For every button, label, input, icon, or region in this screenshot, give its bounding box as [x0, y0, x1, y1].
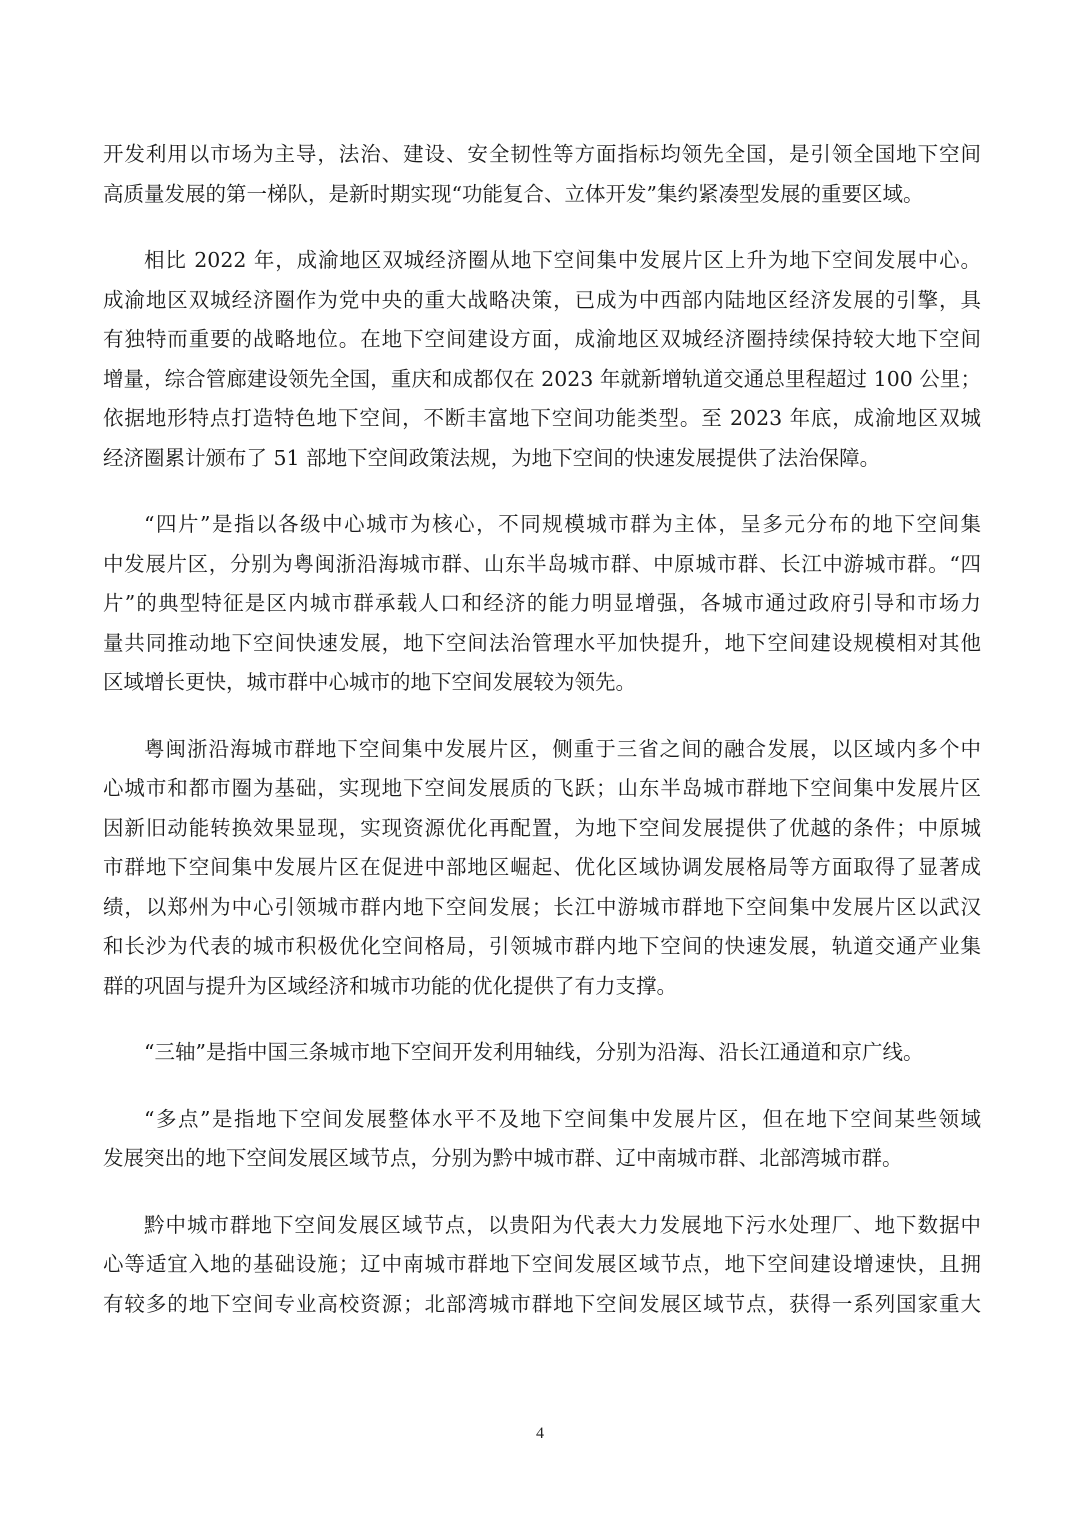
text-line: 群的巩固与提升为区域经济和城市功能的优化提供了有力支撑。: [103, 973, 677, 998]
paragraph-continuation: [103, 135, 981, 214]
paragraph-chengyu: [103, 241, 981, 478]
paragraph-three-axes: [103, 1033, 981, 1073]
text-line: 市群地下空间集中发展片区在促进中部地区崛起、优化区域协调发展格局等方面取得了显著成: [103, 855, 981, 879]
text-line: 有独特而重要的战略地位。在地下空间建设方面，成渝地区双城经济圈持续保持较大地下空间: [103, 327, 981, 351]
text-line: 增量，综合管廊建设领先全国，重庆和成都仅在 2023 年就新增轨道交通总里程超过 100 公里；: [103, 366, 981, 391]
paragraph-zone-details: [103, 730, 981, 1007]
text-line: 心城市和都市圈为基础，实现地下空间发展质的飞跃；山东半岛城市群地下空间集中发展片区: [103, 776, 981, 800]
text-line: “多点”是指地下空间发展整体水平不及地下空间集中发展片区，但在地下空间某些领域: [144, 1106, 981, 1131]
paragraph-node-details: [103, 1206, 981, 1325]
text-line: 依据地形特点打造特色地下空间，不断丰富地下空间功能类型。至 2023 年底，成渝地区双城: [103, 406, 981, 430]
page-number: 4: [536, 1425, 544, 1442]
text-line: 开发利用以市场为主导，法治、建设、安全韧性等方面指标均领先全国，是引领全国地下空间: [103, 142, 981, 166]
body-text: [103, 135, 981, 1351]
text-line: 粤闽浙沿海城市群地下空间集中发展片区，侧重于三省之间的融合发展，以区域内多个中: [144, 736, 981, 761]
paragraph-multi-points: [103, 1100, 981, 1179]
text-line: 区域增长更快，城市群中心城市的地下空间发展较为领先。: [103, 670, 636, 694]
text-line: 相比 2022 年，成渝地区双城经济圈从地下空间集中发展片区上升为地下空间发展中心。: [144, 248, 981, 272]
text-line: 黔中城市群地下空间发展区域节点，以贵阳为代表大力发展地下污水处理厂、地下数据中: [144, 1212, 981, 1237]
text-line: “三轴”是指中国三条城市地下空间开发利用轴线，分别为沿海、沿长江通道和京广线。: [144, 1040, 924, 1064]
text-line: 因新旧动能转换效果显现，实现资源优化再配置，为地下空间发展提供了优越的条件；中原城: [103, 815, 981, 840]
text-line: 经济圈累计颁布了 51 部地下空间政策法规，为地下空间的快速发展提供了法治保障。: [103, 445, 881, 470]
text-line: 发展突出的地下空间发展区域节点，分别为黔中城市群、辽中南城市群、北部湾城市群。: [103, 1146, 903, 1170]
text-line: 成渝地区双城经济圈作为党中央的重大战略决策，已成为中西部内陆地区经济发展的引擎，具: [103, 287, 981, 312]
text-line: 中发展片区，分别为粤闽浙沿海城市群、山东半岛城市群、中原城市群、长江中游城市群。“四: [103, 551, 981, 576]
text-line: 片”的典型特征是区内城市群承载人口和经济的能力明显增强，各城市通过政府引导和市场力: [103, 591, 981, 615]
text-line: 心等适宜入地的基础设施；辽中南城市群地下空间发展区域节点，地下空间建设增速快，且拥: [103, 1252, 981, 1276]
text-line: 有较多的地下空间专业高校资源；北部湾城市群地下空间发展区域节点，获得一系列国家重大: [103, 1291, 981, 1316]
text-line: 高质量发展的第一梯队，是新时期实现“功能复合、立体开发”集约紧凑型发展的重要区域。: [103, 181, 924, 206]
text-line: 绩，以郑州为中心引领城市群内地下空间发展；长江中游城市群地下空间集中发展片区以武汉: [103, 894, 981, 919]
text-line: 量共同推动地下空间快速发展，地下空间法治管理水平加快提升，地下空间建设规模相对其他: [103, 630, 981, 655]
text-line: 和长沙为代表的城市积极优化空间格局，引领城市群内地下空间的快速发展，轨道交通产业集: [103, 934, 981, 958]
text-line: “四片”是指以各级中心城市为核心，不同规模城市群为主体，呈多元分布的地下空间集: [144, 512, 981, 536]
paragraph-four-zones: [103, 505, 981, 703]
